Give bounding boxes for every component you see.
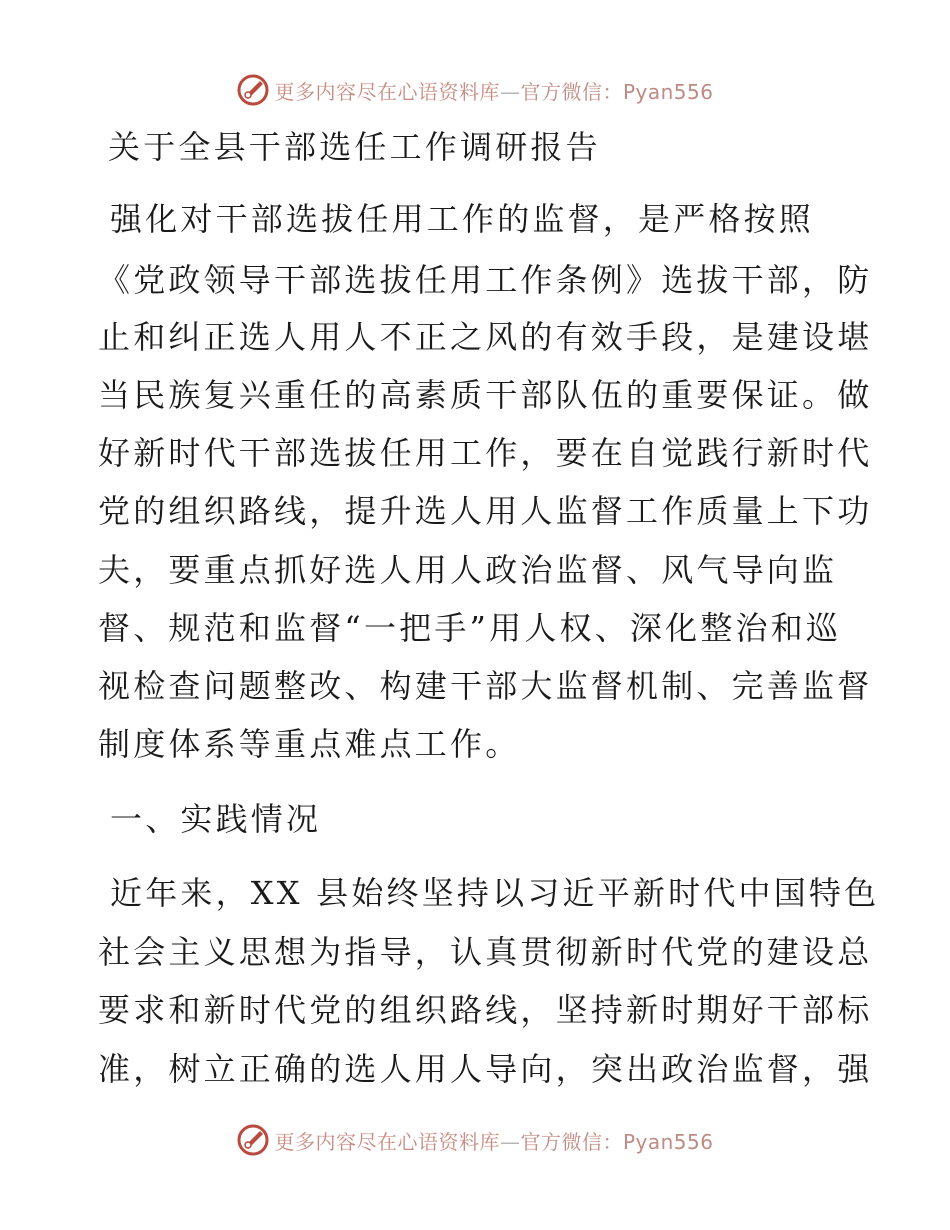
brand-logo-icon [236,1123,270,1157]
paragraph-line: 视检查问题整改、构建干部大监督机制、完善监督 [98,667,873,705]
banner-wechat: 官方微信：Pyan556 [520,1129,714,1154]
paragraph-line: 止和纠正选人用人不正之风的有效手段，是建设堪 [98,318,873,356]
paragraph-line: 《党政领导干部选拔任用工作条例》选拔干部，防 [98,261,873,299]
paragraph-line: 党的组织路线，提升选人用人监督工作质量上下功 [98,492,873,530]
banner-dash: — [499,79,521,104]
banner-dash: — [499,1129,521,1154]
footer-banner [0,1120,950,1160]
banner-text [274,1126,713,1155]
paragraph-line: 夫，要重点抓好选人用人政治监督、风气导向监 [98,551,838,589]
paragraph-line: 当民族复兴重任的高素质干部队伍的重要保证。做 [98,376,873,414]
section-heading: 一、实践情况 [110,800,322,838]
document-title: 关于全县干部选任工作调研报告 [108,128,601,166]
banner-prefix: 更多内容尽在心语资料库 [274,79,500,104]
paragraph-line: 社会主义思想为指导，认真贯彻新时代党的建设总 [98,933,873,971]
paragraph-line: 近年来，XX 县始终坚持以习近平新时代中国特色 [110,874,880,912]
banner-text [274,76,713,105]
paragraph-line: 督、规范和监督“一把手”用人权、深化整治和巡 [98,609,842,647]
brand-logo-icon [236,73,270,107]
paragraph-line: 制度体系等重点难点工作。 [98,725,521,763]
banner-prefix: 更多内容尽在心语资料库 [274,1129,500,1154]
paragraph-line: 准，树立正确的选人用人导向，突出政治监督，强 [98,1050,873,1088]
paragraph-line: 好新时代干部选拔任用工作，要在自觉践行新时代 [98,434,873,472]
paragraph-line: 强化对干部选拔任用工作的监督，是严格按照 [110,200,815,238]
paragraph-line: 要求和新时代党的组织路线，坚持新时期好干部标 [98,991,873,1029]
header-banner [0,70,950,110]
banner-wechat: 官方微信：Pyan556 [520,79,714,104]
